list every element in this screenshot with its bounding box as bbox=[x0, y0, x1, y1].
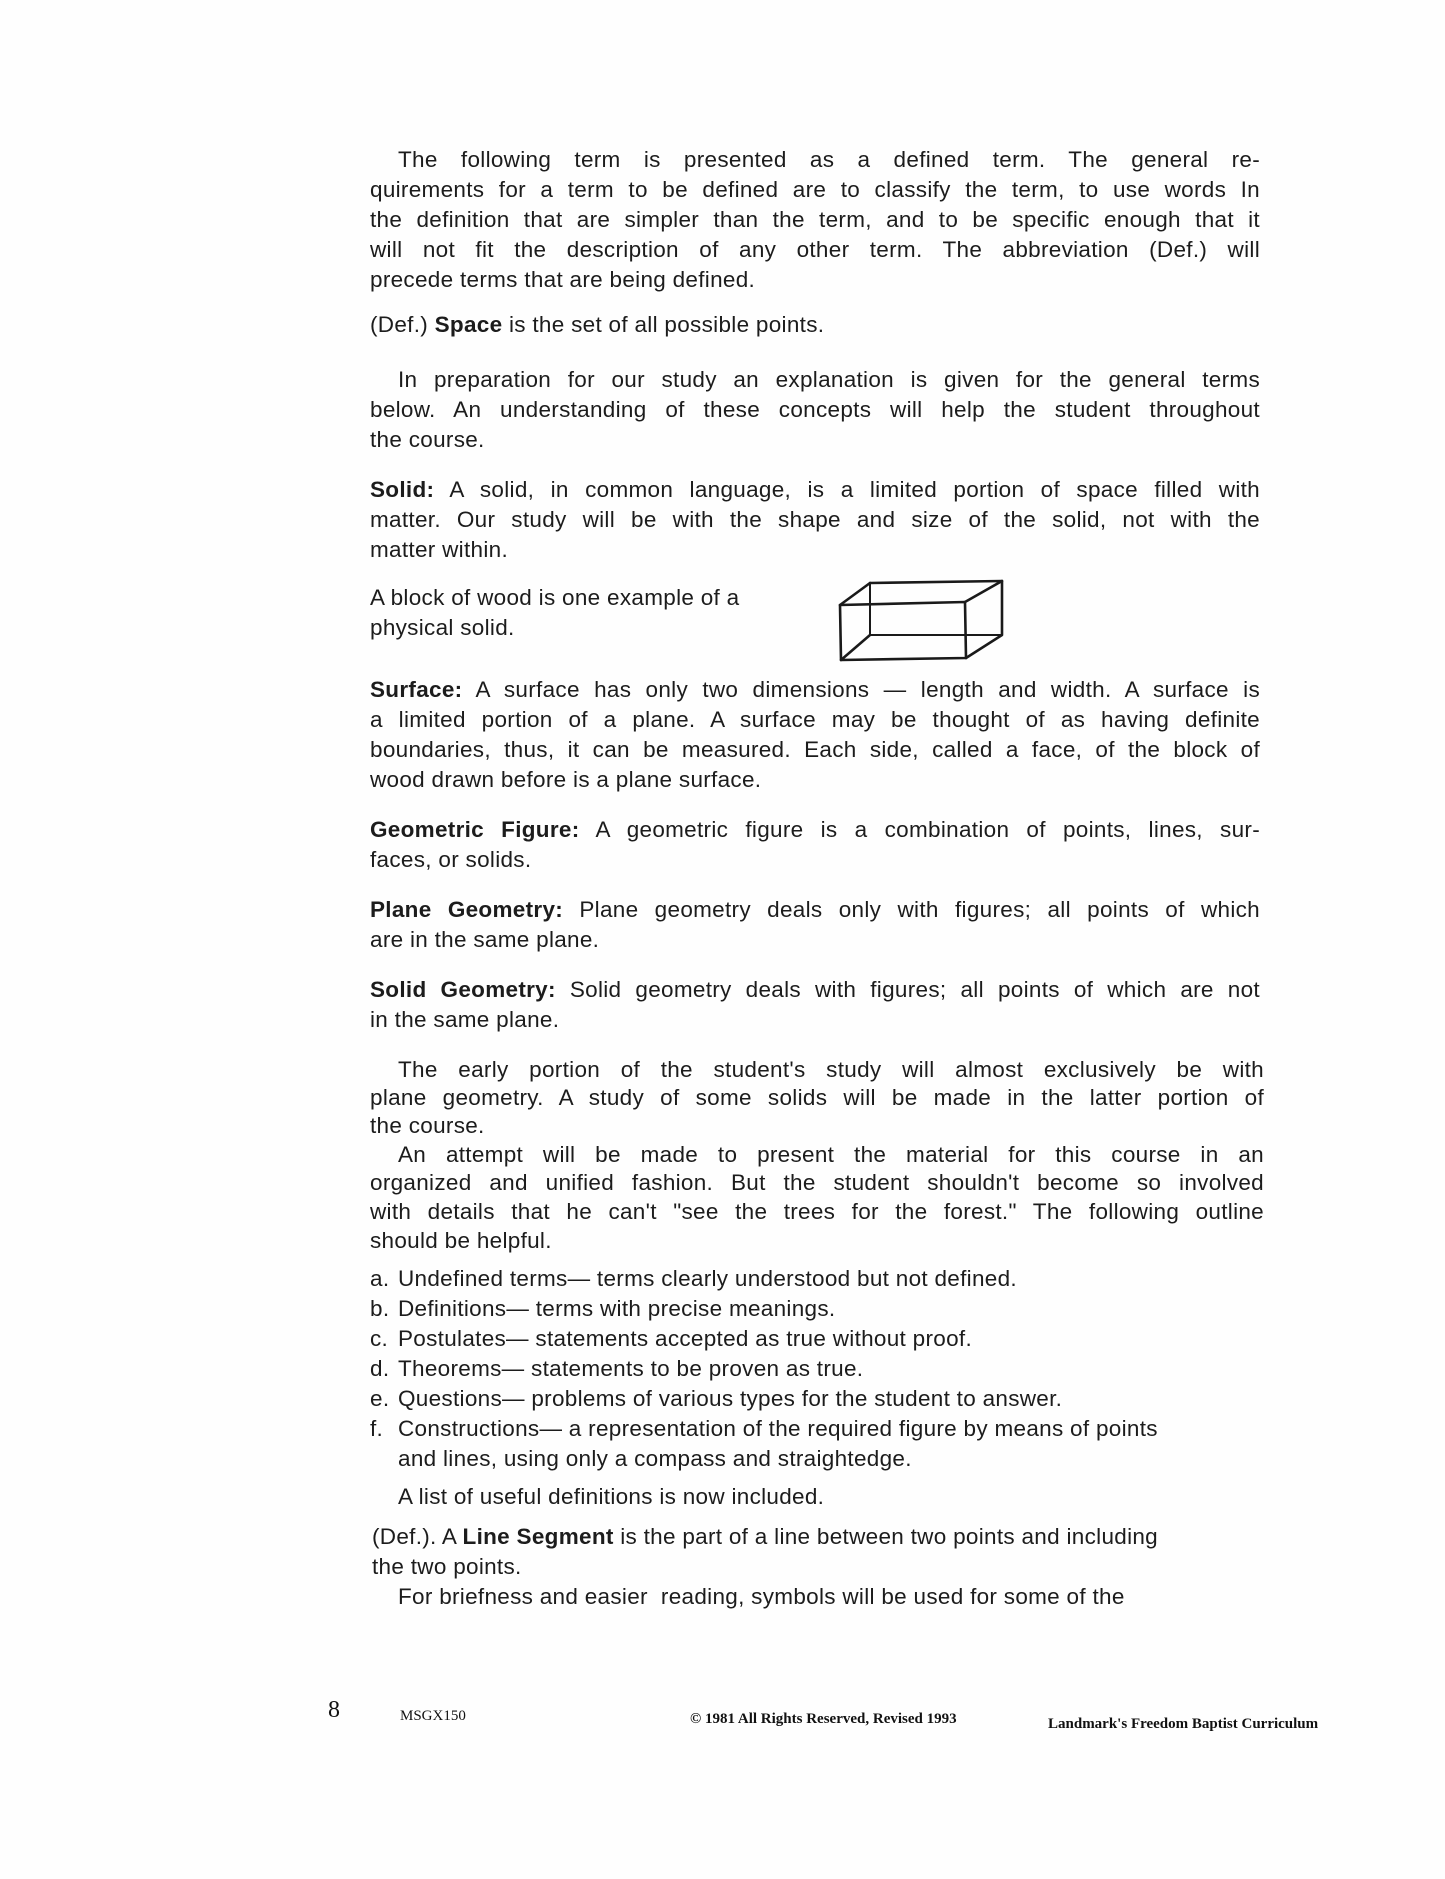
intro-line: will not fit the description of any other term. The abbreviation (Def.) will bbox=[370, 237, 1260, 262]
surface-line: a limited portion of a plane. A surface may be thought of as having definite bbox=[370, 707, 1260, 732]
surface-text: A surface has only two dimensions — length and width. A surface is bbox=[462, 677, 1260, 702]
outline-item bbox=[370, 1356, 863, 1382]
intro-line: The following term is presented as a defined term. The general re- bbox=[398, 147, 1260, 172]
term-line-segment: Line Segment bbox=[462, 1524, 614, 1549]
course-code: MSGX150 bbox=[400, 1708, 466, 1724]
attempt-line: should be helpful. bbox=[370, 1228, 552, 1253]
page-number: 8 bbox=[328, 1697, 340, 1723]
term-surface: Surface: bbox=[370, 677, 463, 702]
outline-text: Theorems— statements to be proven as true. bbox=[398, 1356, 864, 1381]
surface-line: wood drawn before is a plane surface. bbox=[370, 767, 762, 792]
outline-item bbox=[370, 1326, 972, 1352]
prep-line: In preparation for our study an explanation is given for the general terms bbox=[398, 367, 1260, 392]
outline-item-cont: and lines, using only a compass and straightedge. bbox=[398, 1446, 912, 1471]
attempt-line: with details that he can't "see the trees for the forest." The following outline bbox=[370, 1199, 1264, 1224]
term-plane-geometry: Plane Geometry: bbox=[370, 897, 564, 922]
outline-text: Definitions— terms with precise meanings. bbox=[398, 1296, 836, 1321]
outline-text: Postulates— statements accepted as true without proof. bbox=[398, 1326, 972, 1351]
surface-line bbox=[370, 677, 1260, 703]
prep-line: the course. bbox=[370, 427, 485, 452]
intro-line: quirements for a term to be defined are to classify the term, to use words In bbox=[370, 177, 1260, 202]
publisher-name: Landmark's Freedom Baptist Curriculum bbox=[1048, 1716, 1319, 1732]
early-line: The early portion of the student's study will almost exclusively be with bbox=[398, 1057, 1264, 1082]
solid-geometry-line bbox=[370, 977, 1260, 1003]
def-abbrev: (Def.) bbox=[370, 312, 435, 337]
box-front-face bbox=[840, 602, 966, 660]
term-geometric-figure: Geometric Figure: bbox=[370, 817, 580, 842]
box-edge-tl bbox=[840, 583, 870, 605]
outline-label: a. bbox=[370, 1266, 390, 1291]
line-segment-definition bbox=[372, 1524, 1158, 1550]
space-definition bbox=[370, 312, 824, 338]
def-abbrev: (Def.). A bbox=[372, 1524, 463, 1549]
solid-line bbox=[370, 477, 1260, 503]
briefness-line: For briefness and easier reading, symbols will be used for some of the bbox=[398, 1584, 1125, 1609]
prep-line: below. An understanding of these concepts will help the student throughout bbox=[370, 397, 1260, 422]
copyright-notice: © 1981 All Rights Reserved, Revised 1993 bbox=[690, 1711, 957, 1727]
term-solid-geometry: Solid Geometry: bbox=[370, 977, 556, 1002]
example-line: A block of wood is one example of a bbox=[370, 585, 740, 610]
outline-label: e. bbox=[370, 1386, 390, 1411]
attempt-line: organized and unified fashion. But the student shouldn't become so involved bbox=[370, 1170, 1264, 1195]
def-text: is the part of a line between two points and including bbox=[613, 1524, 1158, 1549]
intro-line: the definition that are simpler than the term, and to be specific enough that it bbox=[370, 207, 1260, 232]
solid-geometry-text: Solid geometry deals with figures; all points of which are not bbox=[555, 977, 1260, 1002]
outline-label: b. bbox=[370, 1296, 390, 1321]
solid-text: A solid, in common language, is a limited portion of space filled with bbox=[434, 477, 1260, 502]
example-line: physical solid. bbox=[370, 615, 515, 640]
attempt-line: An attempt will be made to present the material for this course in an bbox=[398, 1142, 1264, 1167]
geofig-line: faces, or solids. bbox=[370, 847, 532, 872]
outline-label: c. bbox=[370, 1326, 389, 1351]
list-note: A list of useful definitions is now included. bbox=[398, 1484, 825, 1509]
outline-item bbox=[370, 1386, 1062, 1412]
term-solid: Solid: bbox=[370, 477, 435, 502]
box-edge-tr bbox=[965, 581, 1002, 602]
plane-geometry-line bbox=[370, 897, 1260, 923]
intro-line: precede terms that are being defined. bbox=[370, 267, 756, 292]
outline-item bbox=[370, 1416, 1158, 1442]
plane-geometry-line: are in the same plane. bbox=[370, 927, 600, 952]
solid-line: matter within. bbox=[370, 537, 508, 562]
solid-geometry-line: in the same plane. bbox=[370, 1007, 560, 1032]
outline-item bbox=[370, 1266, 1017, 1292]
def-text: is the set of all possible points. bbox=[502, 312, 825, 337]
outline-text: Questions— problems of various types for the student to answer. bbox=[398, 1386, 1063, 1411]
outline-label: f. bbox=[370, 1416, 384, 1441]
plane-geometry-text: Plane geometry deals only with figures; all points of which bbox=[563, 897, 1260, 922]
surface-line: boundaries, thus, it can be measured. Each side, called a face, of the block of bbox=[370, 737, 1260, 762]
outline-text: Constructions— a representation of the required figure by means of points bbox=[398, 1416, 1158, 1441]
outline-label: d. bbox=[370, 1356, 390, 1381]
early-line: the course. bbox=[370, 1113, 485, 1138]
box-edge-bl bbox=[841, 635, 870, 660]
term-space: Space bbox=[434, 312, 503, 337]
rectangular-box-sketch-icon bbox=[820, 560, 1020, 670]
solid-line: matter. Our study will be with the shape and size of the solid, not with the bbox=[370, 507, 1260, 532]
outline-item bbox=[370, 1296, 835, 1322]
geofig-line bbox=[370, 817, 1260, 843]
geofig-text: A geometric figure is a combination of points, lines, sur- bbox=[579, 817, 1260, 842]
early-line: plane geometry. A study of some solids will be made in the latter portion of bbox=[370, 1085, 1264, 1110]
line-segment-cont: the two points. bbox=[372, 1554, 522, 1579]
outline-text: Undefined terms— terms clearly understood but not defined. bbox=[398, 1266, 1017, 1291]
